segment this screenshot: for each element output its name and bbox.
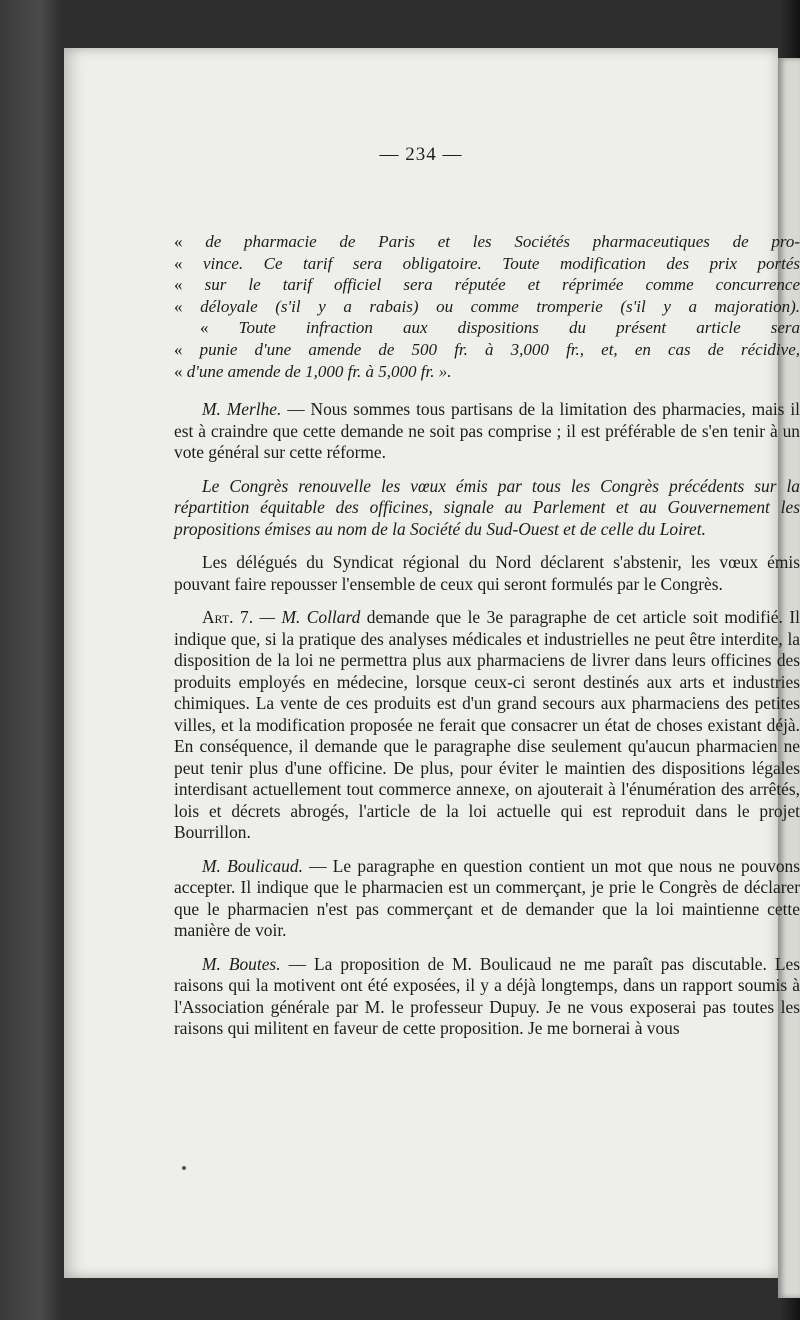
paragraph-text: — Le paragraphe en question contient un mot que nous ne pouvons accepter. Il indique que le pharmacien est un commerçant, je prie le Congrès de déclarer que le pharmacien n'est pas commerçant et de demander que la loi maintienne cette manière de voir.: [174, 855, 800, 941]
paragraph-boulicaud: [174, 856, 800, 942]
quote-mark: «: [174, 253, 183, 273]
quote-mark: «: [174, 296, 183, 316]
scan-speck: [182, 1166, 186, 1170]
quote-line-text: punie d'une amende de 500 fr. à 3,000 fr., et, en cas de récidive,: [199, 339, 800, 359]
quote-line: [174, 361, 800, 383]
paragraph-text: — La proposition de M. Boulicaud ne me paraît pas discutable. Les raisons qui la motivent ont été exposées, il y a déjà longtemps, dans un rapport soumis à l'Association générale par M. le professeur Dupuy. Je ne vous exposerai pas toutes les raisons qui militent en faveur de cette proposition. Je me bornerai à vous: [174, 953, 800, 1039]
quote-line: [174, 317, 800, 339]
quote-mark: «: [174, 275, 183, 295]
speaker-name: M. Boutes.: [202, 953, 281, 974]
speaker-name: M. Merlhe.: [202, 399, 282, 420]
quote-line-text: Toute infraction aux dispositions du présent article sera: [238, 318, 800, 338]
paragraph-article-7: [174, 607, 800, 844]
quote-line-text: déloyale (s'il y a rabais) ou comme tromperie (s'il y a majoration).: [200, 296, 800, 316]
paragraph-nord-delegates: Les délégués du Syndicat régional du Nord déclarent s'abstenir, les vœux émis pouvant faire repousser l'ensemble de ceux qui seront formulés par le Congrès.: [174, 552, 800, 594]
paragraph-merlhe: [174, 399, 800, 464]
quote-line: [174, 231, 800, 253]
quote-line: [174, 274, 800, 296]
quote-line-text: sur le tarif officiel sera réputée et réprimée comme concurrence: [204, 275, 800, 295]
quoted-law-text: [174, 231, 800, 382]
article-label: Art. 7.: [202, 607, 254, 628]
quote-line-text: de pharmacie de Paris et les Sociétés pharmaceutiques de pro-: [205, 232, 800, 251]
quote-line-text: d'une amende de 1,000 fr. à 5,000 fr. ».: [186, 361, 452, 381]
quote-mark: «: [174, 361, 183, 381]
paragraph-text: demande que le 3e paragraphe de cet article soit modifié. Il indique que, si la pratique des analyses médicales et industrielles ne peut être interdite, la disposition de la loi ne permettra plus aux pharmaciens de livrer dans leurs officines des produits employés en médecine, lorsque ceux-ci seront destinés aux arts et industries chimiques. La vente de ces produits est d'un grand secours aux pharmaciens des petites villes, et la modification proposée ne ferait que consacrer un état de choses existant déjà. En conséquence, il demande que le paragraphe dise seulement qu'aucun pharmacien ne peut tenir plus d'une officine. De plus, pour éviter le maintien des dispositions légales interdisant actuellement tout commerce annexe, on ajouterait à l'énumération des arrêtés, lois et décrets abrogés, l'article de la loi actuelle qui est reproduit dans le projet Bourrillon.: [174, 607, 800, 843]
quote-line: [174, 296, 800, 318]
paragraph-congress-resolution: Le Congrès renouvelle les vœux émis par tous les Congrès précédents sur la répartition équitable des officines, signale au Parlement et au Gouvernement les propositions émises au nom de la Société du Sud-Ouest et de celle du Loiret.: [174, 475, 800, 539]
scan-bottom-strip: [64, 1278, 778, 1320]
paragraph-boutes: [174, 954, 800, 1040]
quote-mark: «: [200, 318, 209, 338]
page-number: — 234 —: [379, 144, 463, 165]
book-page: [64, 48, 800, 1278]
quote-mark: «: [174, 232, 183, 251]
quote-line-text: vince. Ce tarif sera obligatoire. Toute modification des prix portés: [203, 253, 800, 273]
speaker-name: M. Boulicaud.: [202, 855, 303, 876]
quote-line: [174, 253, 800, 275]
quote-mark: «: [174, 339, 183, 359]
quote-line: [174, 339, 800, 361]
paragraph-text: — Nous sommes tous partisans de la limitation des pharmacies, mais il est à craindre que cette demande ne soit pas comprise ; il est préférable de s'en tenir à un vote général sur cette réforme.: [174, 399, 800, 463]
page-content: [174, 231, 800, 1040]
speaker-name: — M. Collard: [253, 607, 361, 628]
